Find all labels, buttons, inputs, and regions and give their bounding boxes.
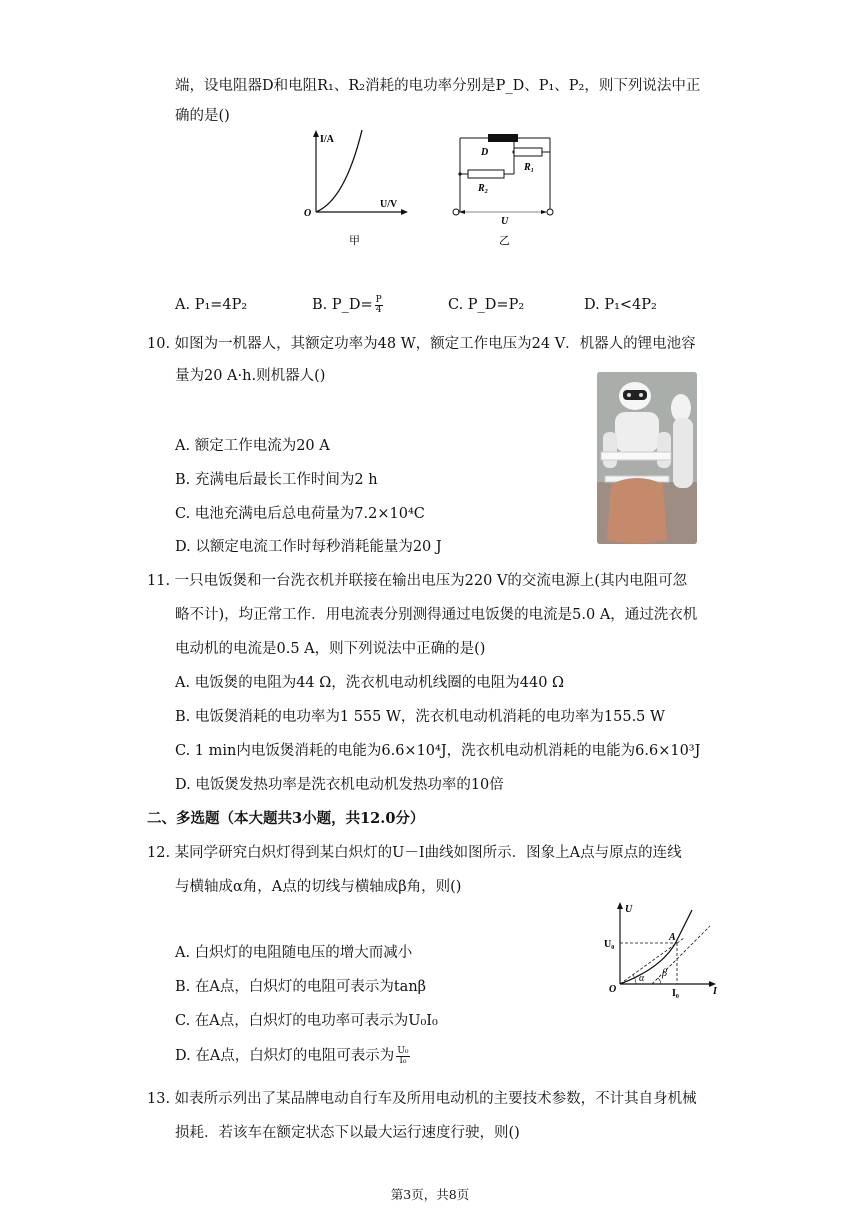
q11-stem-line2: 略不计)，均正常工作．用电流表分别测得通过电饭煲的电流是5.0 A，通过洗衣机: [175, 607, 698, 623]
q9-label-r2: R₂: [478, 183, 489, 194]
q9-jia-x-label: U/V: [380, 199, 398, 210]
page-footer: 第3页，共8页: [390, 1187, 470, 1202]
q12-option-c: C. 在A点，白炽灯的电功率可表示为U₀I₀: [175, 1013, 438, 1029]
section-heading-multiple-choice: 二、多选题（本大题共3小题，共12.0分）: [147, 810, 425, 827]
q9-option-b-fraction: $\frac{P}{4}$: [375, 294, 382, 315]
q9-option-a: A. P₁=4P₂: [175, 297, 248, 313]
q12-y-label: U: [625, 904, 633, 915]
robot-illustration: [597, 372, 697, 544]
q9-stem-line1: 端，设电阻器D和电阻R₁、R₂消耗的电功率分别是P_D、P₁、P₂，则下列说法中正: [175, 78, 701, 94]
q9-yi-caption: 乙: [499, 235, 510, 247]
q12-origin: O: [609, 984, 617, 995]
q12-stem-line1: 12. 某同学研究白炽灯得到某白炽灯的U－I曲线如图所示．图象上A点与原点的连线: [147, 845, 682, 861]
q9-jia-caption: 甲: [349, 235, 360, 247]
q11-stem-line3: 电动机的电流是0.5 A，则下列说法中正确的是(): [175, 641, 486, 657]
q13-stem-line2: 损耗．若该车在额定状态下以最大运行速度行驶，则(): [175, 1125, 520, 1141]
q11-option-a: A. 电饭煲的电阻为44 Ω，洗衣机电动机线圈的电阻为440 Ω: [175, 675, 565, 691]
q10-option-d: D. 以额定电流工作时每秒消耗能量为20 J: [175, 539, 442, 555]
q12-option-d-text: D. 在A点，白炽灯的电阻可表示为: [175, 1048, 395, 1064]
q9-label-u: U: [501, 216, 509, 227]
q10-stem-line1: 10. 如图为一机器人，其额定功率为48 W，额定工作电压为24 V．机器人的锂电池容: [147, 336, 696, 352]
q11-stem-line1: 11. 一只电饭煲和一台洗衣机并联接在输出电压为220 V的交流电源上(其内电阻可忽: [147, 573, 688, 589]
q9-figure-jia: [300, 128, 410, 248]
q13-stem-line1: 13. 如表所示列出了某品牌电动自行车及所用电动机的主要技术参数，不计其自身机械: [147, 1091, 697, 1107]
q11-option-d: D. 电饭煲发热功率是洗衣机电动机发热功率的10倍: [175, 777, 504, 793]
q10-option-b: B. 充满电后最长工作时间为2 h: [175, 472, 378, 488]
q12-option-d-fraction: $\frac{\text{U₀}}{\text{I₀}}$: [397, 1045, 409, 1066]
q12-ui-curve-figure: [600, 898, 725, 998]
q9-jia-origin: O: [304, 208, 312, 219]
q9-resistor-r2: [468, 170, 504, 178]
q10-option-c: C. 电池充满电后总电荷量为7.2×10⁴C: [175, 506, 425, 522]
q12-point-a: A: [669, 932, 676, 943]
q9-resistor-r1: [514, 148, 542, 156]
q9-option-b-text: B. P_D=: [312, 297, 373, 313]
q12-option-a: A. 白炽灯的电阻随电压的增大而减小: [175, 945, 413, 961]
q9-option-c: C. P_D=P₂: [448, 297, 525, 313]
q9-jia-y-label: I/A: [320, 134, 334, 145]
q12-beta-label: β: [662, 968, 667, 979]
q9-label-d: D: [481, 147, 489, 158]
q12-curve: [620, 910, 692, 984]
q12-x-label: I: [713, 986, 717, 997]
q9-stem-line2: 确的是(): [175, 108, 230, 124]
q9-option-d: D. P₁<4P₂: [584, 297, 657, 313]
robot-photo: [597, 372, 697, 544]
q12-stem-line2: 与横轴成α角，A点的切线与横轴成β角，则(): [175, 879, 462, 895]
q12-option-d: [175, 1046, 410, 1066]
q9-option-b: [312, 295, 383, 315]
q11-option-b: B. 电饭煲消耗的电功率为1 555 W，洗衣机电动机消耗的电功率为155.5 W: [175, 709, 665, 725]
q12-u0-label: U₀: [604, 939, 615, 950]
q12-alpha-label: α: [639, 973, 645, 984]
q12-option-b: B. 在A点，白炽灯的电阻可表示为tanβ: [175, 979, 427, 995]
q9-label-r1: R₁: [524, 162, 535, 173]
q9-figure-yi: [448, 128, 563, 248]
q10-option-a: A. 额定工作电流为20 A: [175, 438, 330, 454]
q12-i0-label: I₀: [672, 988, 679, 998]
q10-stem-line2: 量为20 A·h.则机器人(): [175, 368, 326, 384]
q11-option-c: C. 1 min内电饭煲消耗的电能为6.6×10⁴J，洗衣机电动机消耗的电能为6.6×10³J: [175, 743, 701, 759]
